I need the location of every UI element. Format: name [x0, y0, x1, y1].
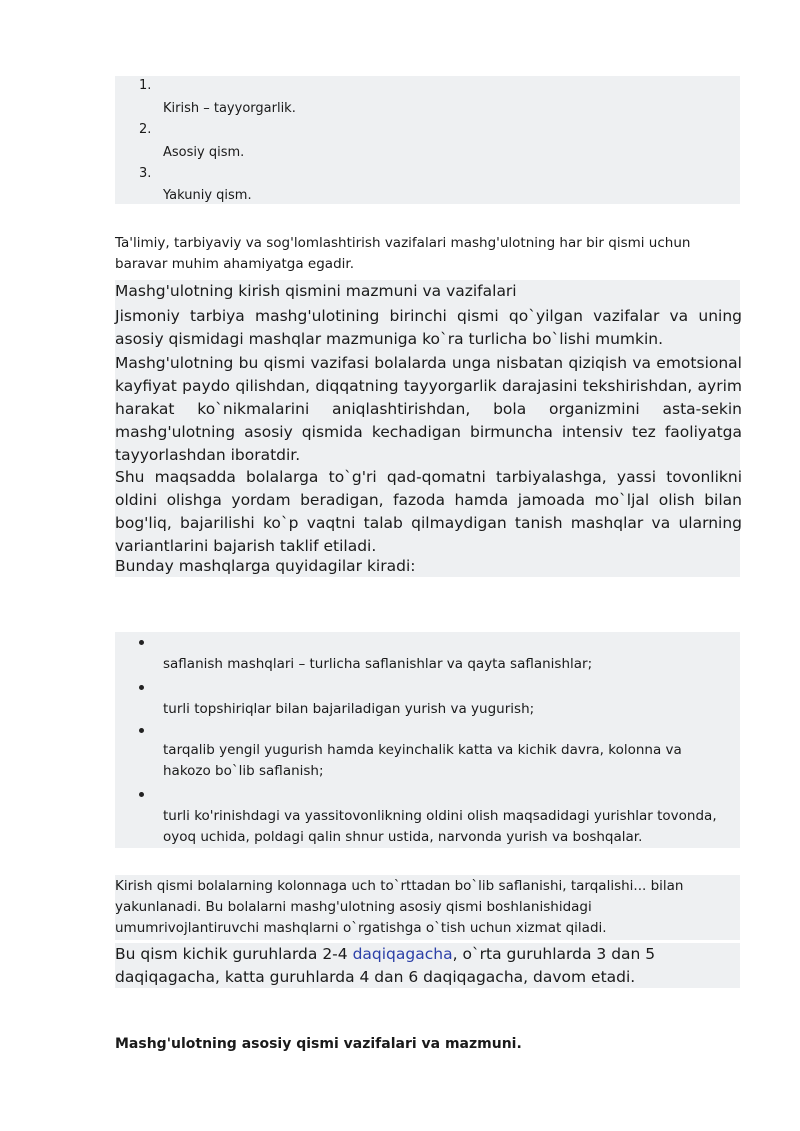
bullet-list — [115, 632, 740, 848]
list-item: Kirish – tayyorgarlik. — [163, 101, 296, 116]
bullet-icon — [139, 792, 144, 797]
bullet-icon — [139, 728, 144, 733]
list-item: saflanish mashqlari – turlicha saflanishlar va qayta saflanishlar; — [163, 656, 593, 672]
section-heading: Mashg'ulotning kirish qismini mazmuni va vazifalari — [115, 282, 517, 300]
list-item: Asosiy qism. — [163, 145, 245, 160]
paragraph: Jismoniy tarbiya mashg'ulotining birinchi qismi qo`yilgan vazifalar va uning asosiy qismidagi mashqlar mazmuniga ko`ra turlicha bo`lishi mumkin. — [115, 307, 742, 348]
duration-paragraph — [115, 943, 745, 989]
list-item: Yakuniy qism. — [163, 188, 252, 203]
duration-text: Bu qism kichik guruhlarda 2-4 — [115, 945, 353, 963]
bullet-icon — [139, 640, 144, 645]
closing-paragraph: Kirish qismi bolalarning kolonnaga uch to`rttadan bo`lib saflanishi, tarqalishi... bilan yakunlanadi. Bu bolalarni mashg'ulotning asosiy qismi boshlanishidagi umumrivojlantiruvchi mashqlarni o`rgatishga o`tish uchun xizmat qiladi. — [115, 878, 684, 936]
list-number: 2. — [139, 122, 152, 137]
bullet-icon — [139, 685, 144, 690]
paragraph: Bunday mashqlarga quyidagilar kiradi: — [115, 557, 416, 575]
list-number: 1. — [139, 78, 152, 93]
paragraph: Shu maqsadda bolalarga to`g'ri qad-qomatni tarbiyalashga, yassi tovonlikni oldini olishga yordam beradigan, fazoda hamda jamoada mo`ljal olish bilan bog'liq, bajarilishi ko`p vaqtni talab qilmaydigan tanish mashqlar va ularning variantlarini bajarish taklif etiladi. — [115, 468, 742, 555]
next-section-heading: Mashg'ulotning asosiy qismi vazifalari va mazmuni. — [115, 1036, 522, 1052]
daqiqagacha-link[interactable]: daqiqagacha — [352, 945, 453, 963]
list-item: tarqalib yengil yugurish hamda keyinchalik katta va kichik davra, kolonna va hakozo bo`lib saflanish; — [163, 742, 682, 779]
duration-text: , o`rta guruhlarda 3 dan 5 daqiqagacha, katta guruhlarda 4 dan 6 daqiqagacha, davom etadi. — [115, 945, 656, 986]
list-item: turli ko'rinishdagi va yassitovonlikning oldini olish maqsadidagi yurishlar tovonda, oyoq uchida, poldagi qalin shnur ustida, narvonda yurish va boshqalar. — [163, 808, 717, 845]
paragraph: Mashg'ulotning bu qismi vazifasi bolalarda unga nisbatan qiziqish va emotsional kayfiyat paydo qilishdan, diqqatning tayyorgarlik darajasini tekshirishdan, ayrim harakat ko`nikmalarini aniqlashtirishdan, bola organizmini asta-sekin mashg'ulotning asosiy qismida kechadigan birmuncha intensiv tez faoliyatga tayyorlashdan iboratdir. — [115, 354, 742, 464]
intro-paragraph: Ta'limiy, tarbiyaviy va sog'lomlashtirish vazifalari mashg'ulotning har bir qismi uchun baravar muhim ahamiyatga egadir. — [115, 235, 691, 272]
numbered-list — [115, 76, 740, 204]
list-number: 3. — [139, 166, 152, 181]
list-item: turli topshiriqlar bilan bajariladigan yurish va yugurish; — [163, 701, 535, 717]
